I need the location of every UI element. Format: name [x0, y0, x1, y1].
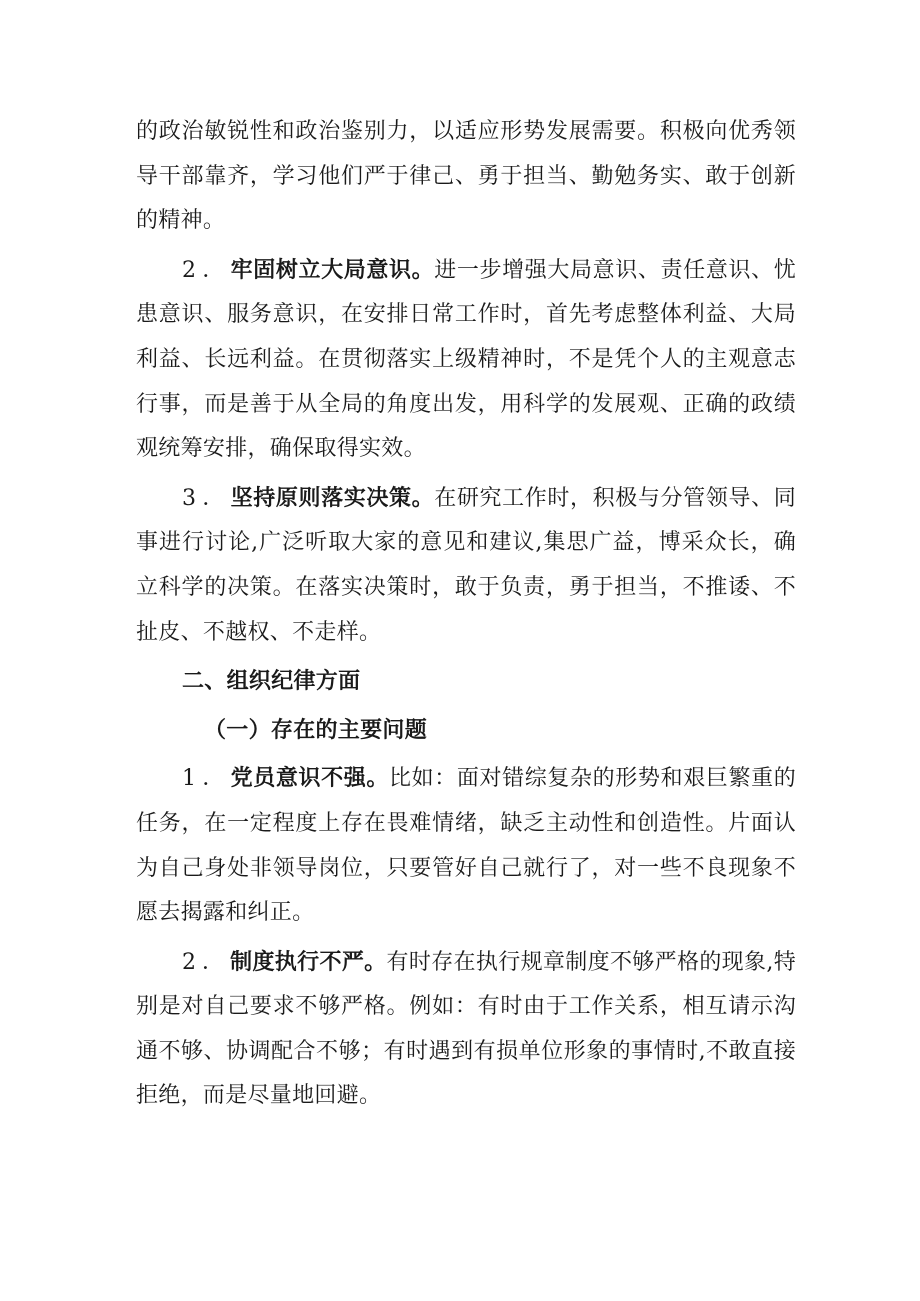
paragraph-lead: 坚持原则落实决策。 — [230, 484, 435, 511]
item-number: 3． — [182, 485, 231, 511]
paragraph-text: 有时存在执行规章制度不够严格的现象,特别是对自己要求不够严格。例如：有时由于工作关系，相互请示沟通不够、协调配合不够；有时遇到有损单位形象的事情时,不敢直接拒绝，而是尽量地回避。 — [136, 949, 797, 1109]
document-body — [136, 110, 796, 1119]
sub-heading: （一）存在的主要问题 — [204, 716, 428, 743]
paragraph-rule-enforcement — [136, 940, 796, 1119]
item-number: 1． — [182, 766, 231, 792]
paragraph-big-picture-awareness — [136, 248, 796, 472]
paragraph-lead: 制度执行不严。 — [230, 948, 387, 975]
paragraph-party-awareness — [136, 756, 796, 935]
item-number: 2． — [182, 949, 231, 975]
section-heading: 二、组织纪律方面 — [182, 668, 361, 695]
paragraph-lead: 党员意识不强。 — [230, 765, 390, 792]
paragraph-lead: 牢固树立大局意识。 — [230, 256, 435, 283]
item-number: 2． — [182, 257, 231, 283]
paragraph-text: 在研究工作时，积极与分管领导、同事进行讨论,广泛听取大家的意见和建议,集思广益，博采众长，确立科学的决策。在落实决策时，敢于负责，勇于担当，不推诿、不扯皮、不越权、不走样。 — [136, 485, 796, 645]
paragraph-text: 进一步增强大局意识、责任意识、忧患意识、服务意识，在安排日常工作时，首先考虑整体利益、大局利益、长远利益。在贯彻落实上级精神时，不是凭个人的主观意志行事，而是善于从全局的角度出发，用科学的发展观、正确的政绩观统筹安排，确保取得实效。 — [136, 257, 796, 462]
paragraph-implement-decisions — [136, 476, 796, 655]
paragraph-text: 的政治敏锐性和政治鉴别力，以适应形势发展需要。积极向优秀领导干部靠齐，学习他们严于律己、勇于担当、勤勉务实、敢于创新的精神。 — [136, 119, 796, 234]
paragraph-text: 比如：面对错综复杂的形势和艰巨繁重的任务，在一定程度上存在畏难情绪，缺乏主动性和创造性。片面认为自己身处非领导岗位，只要管好自己就行了，对一些不良现象不愿去揭露和纠正。 — [136, 766, 796, 926]
paragraph-continuation — [136, 110, 796, 244]
